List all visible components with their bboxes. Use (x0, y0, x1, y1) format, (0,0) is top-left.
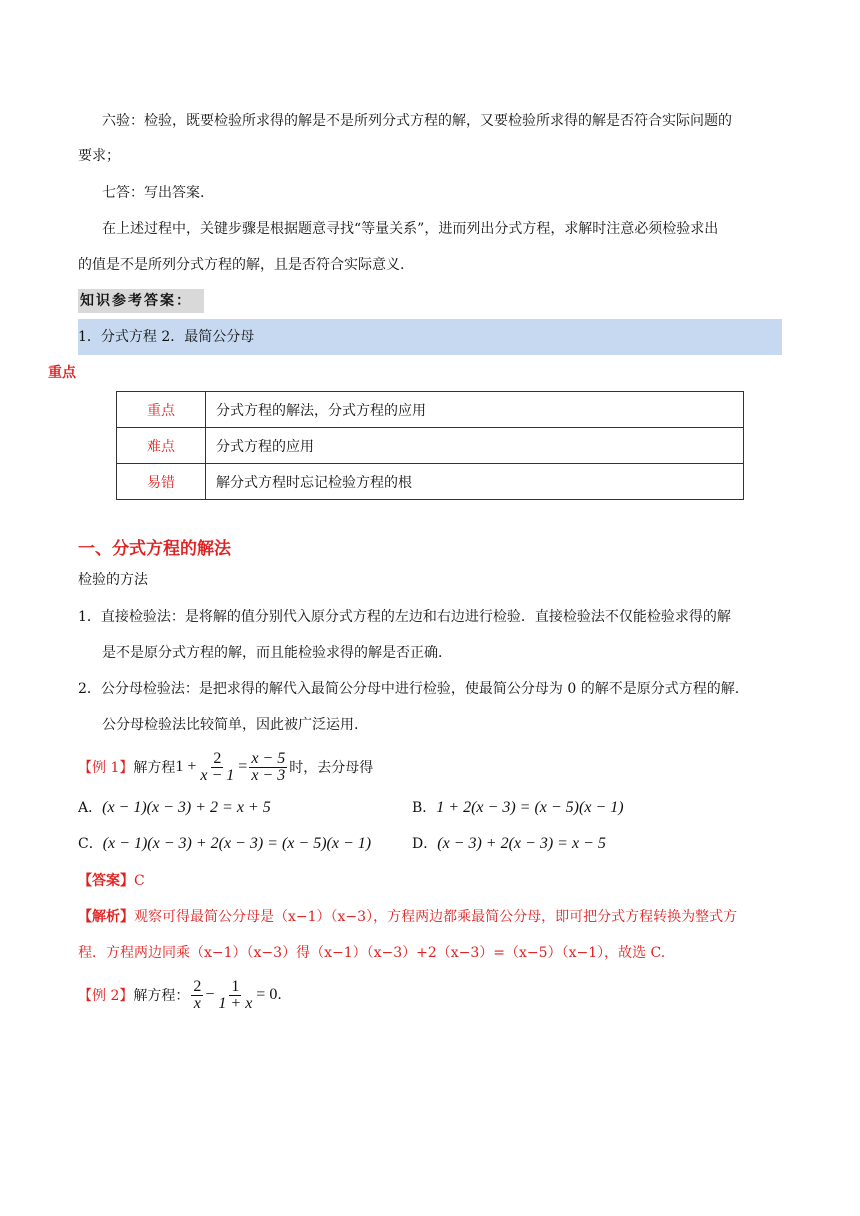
method1-line2: 是不是原分式方程的解，而且能检验求得的解是否正确. (102, 645, 443, 661)
answer-value: C (134, 873, 145, 889)
reference-answer: 1．分式方程 2．最简公分母 (78, 329, 255, 345)
example2-rhs: = 0 (256, 986, 278, 1003)
answer-tag: 【答案】 (78, 873, 134, 889)
option-b-label: B． (412, 800, 437, 816)
example2-fraction-1 (191, 979, 203, 1012)
fraction-denominator: x (193, 994, 201, 1012)
step6-line1: 六验：检验，既要检验所求得的解是不是所列分式方程的解，又要检验所求得的解是否符合实际问题的 (102, 113, 732, 129)
fraction-numerator: 1 (231, 977, 240, 995)
option-c (78, 833, 371, 854)
example2-minus: − (205, 986, 215, 1003)
analysis-text: 观察可得最简公分母是（x−1）（x−3），方程两边都乘最简公分母，即可把分式方程转换为整式方 (134, 909, 738, 925)
option-d-text: (x − 3) + 2(x − 3) = x − 5 (437, 835, 606, 852)
example2-question (78, 973, 282, 1017)
fraction-denominator: x − 3 (251, 766, 286, 784)
option-c-label: C． (78, 836, 103, 852)
fraction-numerator: 2 (193, 977, 202, 995)
example1-equals: = (238, 758, 248, 775)
note-line2: 的值是不是所列分式方程的解，且是否符合实际意义. (78, 257, 405, 273)
note-line1: 在上述过程中，关键步骤是根据题意寻找“等量关系”，进而列出分式方程，求解时注意必须检验求出 (102, 221, 719, 237)
table-cell-value: 分式方程的解法，分式方程的应用 (206, 392, 744, 428)
table-row (117, 428, 744, 464)
key-points-heading: 重点 (48, 365, 76, 381)
table-cell-key: 重点 (117, 392, 206, 428)
example1-prompt: 解方程 (133, 760, 176, 776)
reference-answer-bar (78, 319, 782, 355)
option-c-text: (x − 1)(x − 3) + 2(x − 3) = (x − 5)(x − 1) (102, 835, 372, 852)
example1-fraction-1 (198, 751, 236, 784)
option-b-text: 1 + 2(x − 3) = (x − 5)(x − 1) (436, 799, 624, 816)
option-d-label: D． (412, 836, 438, 852)
example2-prompt: 解方程： (133, 988, 190, 1004)
table-row (117, 464, 744, 500)
option-a-label: A． (78, 800, 103, 816)
example1-analysis-line2: 程．方程两边同乘（x−1）（x−3）得（x−1）（x−3）+2（x−3）=（x−5）（x−1），故选 C. (78, 945, 666, 961)
example1-question (78, 745, 373, 789)
example1-prompt-end: 时，去分母得 (289, 760, 374, 776)
fraction-denominator: x − 1 (200, 766, 235, 784)
section-subtitle: 检验的方法 (78, 572, 148, 588)
table-cell-value: 解分式方程时忘记检验方程的根 (206, 464, 744, 500)
option-a (78, 797, 271, 818)
example2-fraction-2 (216, 979, 254, 1012)
table-cell-value: 分式方程的应用 (206, 428, 744, 464)
option-b (412, 797, 624, 818)
fraction-denominator: 1 + x (218, 994, 253, 1012)
table-cell-key: 难点 (117, 428, 206, 464)
step7: 七答：写出答案. (102, 185, 205, 201)
option-d (412, 833, 606, 854)
step6-line2: 要求； (78, 148, 120, 164)
fraction-numerator: 2 (213, 749, 222, 767)
example1-eq-lhs: 1 + (175, 758, 197, 775)
fraction-numerator: x − 5 (251, 749, 286, 767)
reference-label: 知识参考答案： (78, 289, 204, 313)
example1-answer (78, 871, 145, 891)
example1-tag: 【例 1】 (78, 760, 134, 776)
option-a-text: (x − 1)(x − 3) + 2 = x + 5 (102, 799, 271, 816)
example2-end: . (277, 987, 282, 1003)
table-cell-key: 易错 (117, 464, 206, 500)
example2-tag: 【例 2】 (78, 988, 134, 1004)
example1-fraction-2 (249, 751, 287, 784)
section-title: 一、分式方程的解法 (78, 539, 231, 559)
method2-line2: 公分母检验法比较简单，因此被广泛运用. (102, 717, 359, 733)
table-row (117, 392, 744, 428)
method1-line1: 1．直接检验法：是将解的值分别代入原分式方程的左边和右边进行检验．直接检验法不仅能检验求得的解 (78, 609, 731, 625)
analysis-tag: 【解析】 (78, 909, 134, 925)
key-points-table (116, 391, 744, 500)
example1-analysis-line1 (78, 907, 737, 927)
method2-line1: 2．公分母检验法：是把求得的解代入最简公分母中进行检验，使最简公分母为 0 的解不是原分式方程的解. (78, 681, 740, 697)
